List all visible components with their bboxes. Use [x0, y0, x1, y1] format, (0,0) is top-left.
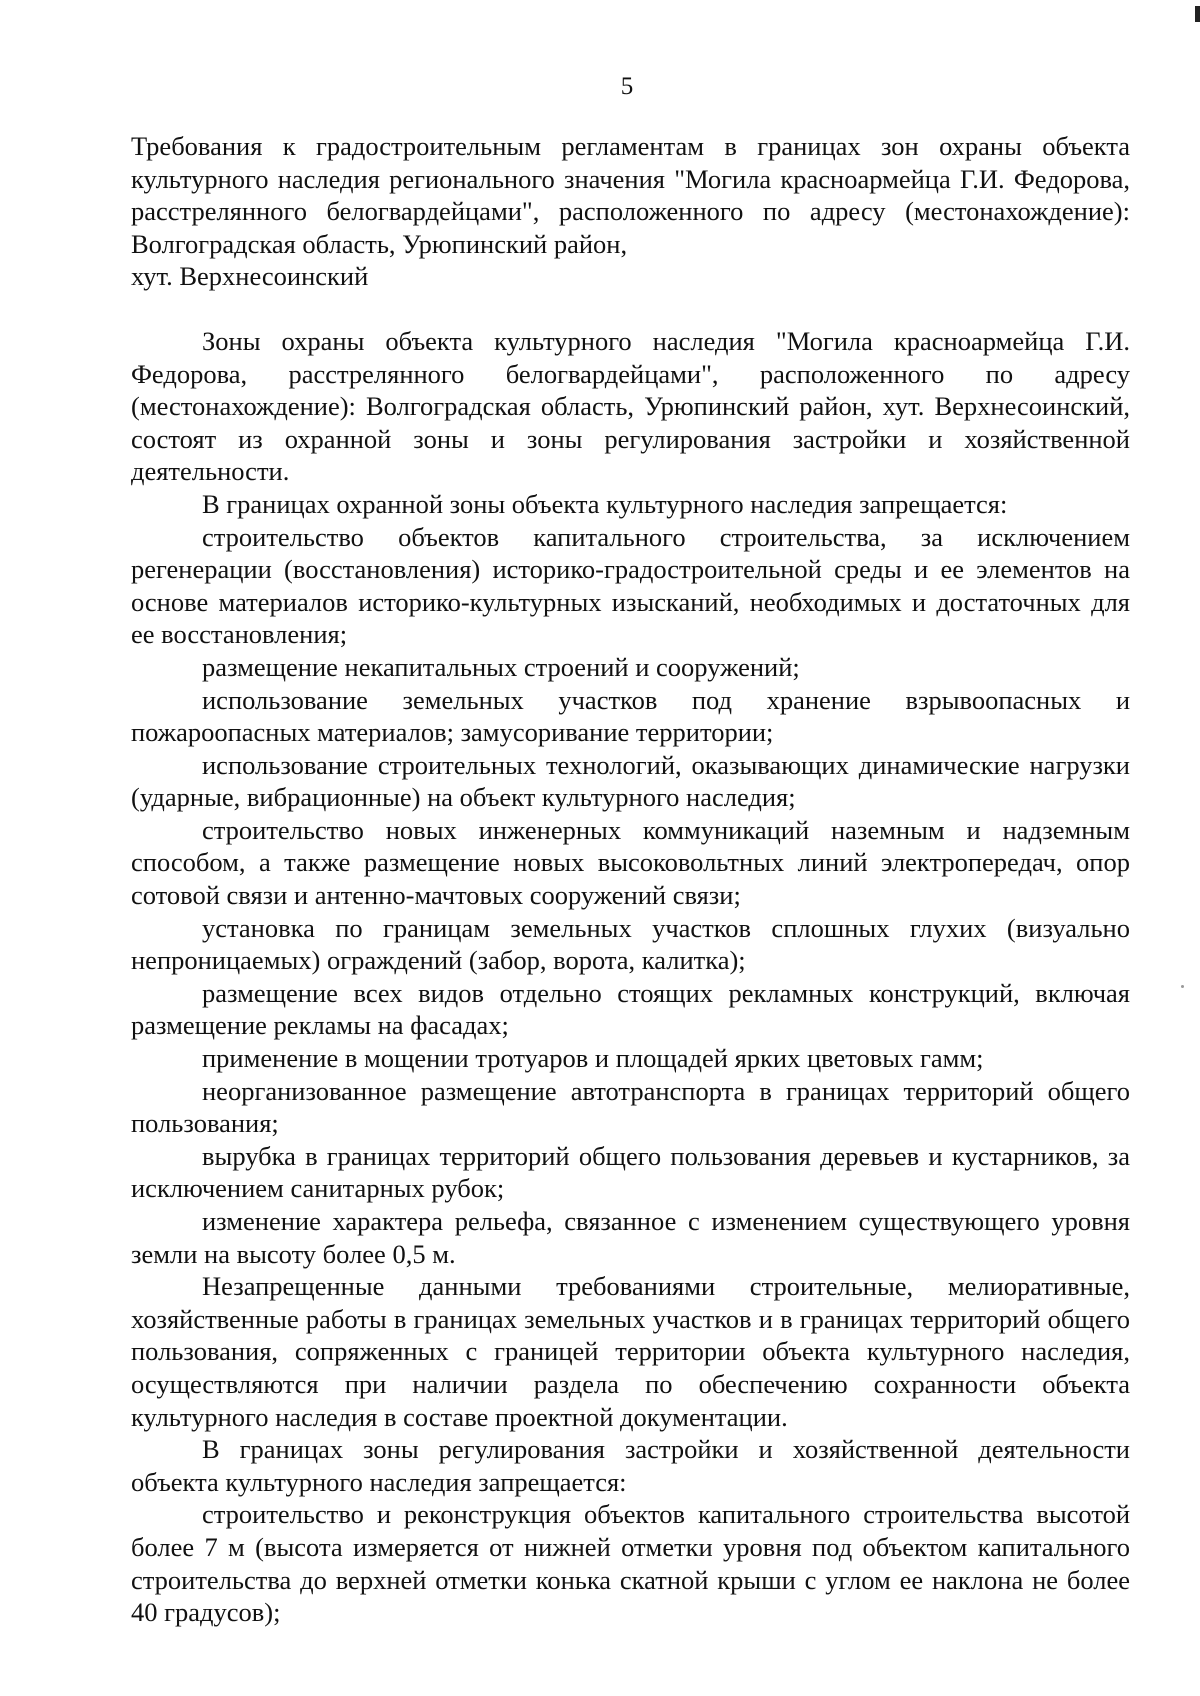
list-item: установка по границам земельных участков сплошных глухих (визуально непроницаемых) ограждений (забор, ворота, калитка); — [131, 912, 1130, 976]
paragraph-protected-zone-intro: В границах охранной зоны объекта культурного наследия запрещается: — [202, 488, 1008, 519]
document-content — [131, 130, 1130, 1629]
list-item: использование земельных участков под хранение взрывоопасных и пожароопасных материалов; замусоривание территории; — [131, 684, 1130, 748]
list-item: неорганизованное размещение автотранспорта в границах территорий общего пользования; — [131, 1075, 1130, 1139]
paragraph-zones-description: Зоны охраны объекта культурного наследия "Могила красноармейца Г.И. Федорова, расстрелянного белогвардейцами", расположенного по адресу (местонахождение): Волгоградская область, Урюпинский район, хут. Верхнесоинский, состоят из охранной зоны и зоны регулирования застройки и хозяйственной деятельности. — [131, 325, 1130, 487]
list-item: применение в мощении тротуаров и площадей ярких цветовых гамм; — [202, 1043, 984, 1074]
list-item: вырубка в границах территорий общего пользования деревьев и кустарников, за исключением санитарных рубок; — [131, 1140, 1130, 1204]
list-item: строительство новых инженерных коммуникаций наземным и надземным способом, а также размещение новых высоковольтных линий электропередач, опор сотовой связи и антенно-мачтовых сооружений связи; — [131, 814, 1130, 911]
list-item: использование строительных технологий, оказывающих динамические нагрузки (ударные, вибрационные) на объект культурного наследия; — [131, 749, 1130, 813]
list-item: строительство объектов капитального строительства, за исключением регенерации (восстановления) историко-градостроительной среды и ее элементов на основе материалов историко-культурных изысканий, необходимых и достаточных для ее восстановления; — [131, 521, 1130, 650]
scan-edge-mark — [1195, 6, 1200, 22]
list-item: размещение всех видов отдельно стоящих рекламных конструкций, включая размещение рекламы на фасадах; — [131, 977, 1130, 1041]
list-item: изменение характера рельефа, связанное с изменением существующего уровня земли на высоту более 0,5 м. — [131, 1206, 1130, 1269]
document-heading — [131, 130, 1130, 293]
scan-speck — [1181, 985, 1184, 988]
page-number: 5 — [620, 73, 634, 100]
paragraph-permitted-works: Незапрещенные данными требованиями строительные, мелиоративные, хозяйственные работы в границах земельных участков и в границах территорий общего пользования, сопряженных с границей территории объекта культурного наследия, осуществляются при наличии раздела по обеспечению сохранности объекта культурного наследия в составе проектной документации. — [131, 1271, 1130, 1432]
heading-last-line: хут. Верхнесоинский — [131, 261, 369, 292]
document-body — [131, 325, 1130, 1629]
list-item: строительство и реконструкция объектов капитального строительства высотой более 7 м (высота измеряется от нижней отметки уровня под объектом капитального строительства до верхней отметки конька скатной крыши с углом ее наклона не более 40 градусов); — [131, 1499, 1130, 1628]
heading-spacer — [131, 293, 1130, 325]
list-item: размещение некапитальных строений и сооружений; — [202, 651, 800, 682]
paragraph-regulation-zone-intro: В границах зоны регулирования застройки и хозяйственной деятельности объекта культурного наследия запрещается: — [131, 1434, 1130, 1497]
heading-text: Требования к градостроительным регламентам в границах зон охраны объекта культурного наследия регионального значения "Могила красноармейца Г.И. Федорова, расстрелянного белогвардейцами", расположенного по адресу (местонахождение): Волгоградская область, Урюпинский район, — [131, 131, 1130, 259]
